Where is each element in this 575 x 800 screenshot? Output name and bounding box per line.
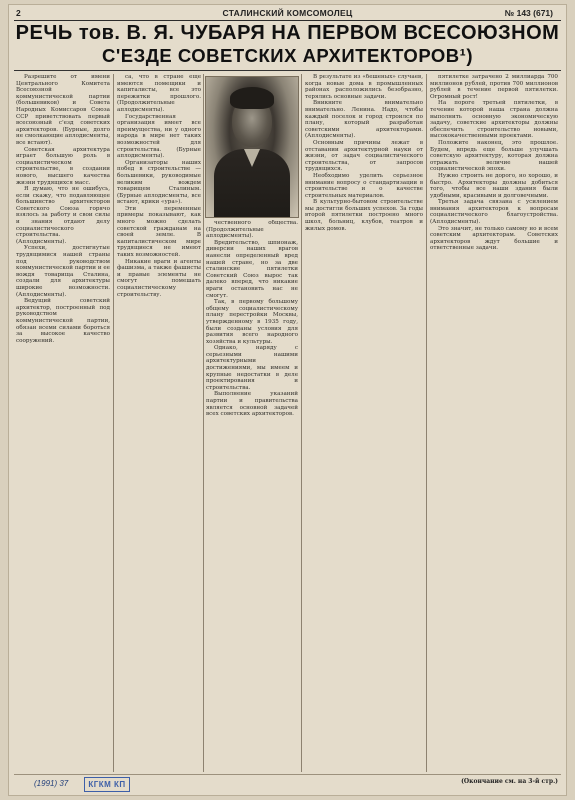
article-column-1	[16, 74, 110, 772]
paragraph: Государственная организация имеет все преимущества, ни у одного народа в мире нет таких возможностей для строительства. (Бурные аплодисменты).	[117, 113, 201, 160]
speaker-portrait	[205, 76, 299, 218]
paragraph: В культурно-бытовом строительстве мы достигли больших успехов. За годы второй пятилетки построено много школ, больниц, клубов, театров и жилых домов.	[305, 199, 423, 232]
paragraph: Необходимо уделить серьезное внимание вопросу о стандартизации в строительстве и о качестве строительных материалов.	[305, 172, 423, 199]
masthead	[14, 6, 561, 21]
paragraph: Это значит, не только самому но и всем советским архитекторам. Советских архитекторов ждут большие и ответственные задачи.	[430, 225, 558, 252]
paragraph: Вредительство, шпионаж, диверсии наших врагов нанесли определенный вред нашей стране, но за две сталинские пятилетки Советский Союз вырос так далеко вперед, что никакие враги остановить нас не смогут.	[206, 239, 298, 299]
paragraph: Я думаю, что не ошибусь, если скажу, что подавляющее большинство архитекторов Советского Союза горячо взялось за работу и свои силы и знания отдают делу социалистического строительства. (Аплодисменты).	[16, 186, 110, 245]
headline	[14, 22, 561, 66]
paragraph: Основным причины лежат в отставании архитектурной науки от жизни, от задач социалистического строительства, от запросов трудящихся.	[305, 139, 423, 173]
column-divider	[203, 74, 204, 772]
archive-stamp: КГКМ КП	[84, 777, 130, 792]
continued-note: (Окончание см. на 3-й стр.)	[461, 778, 558, 785]
paragraph: Однако, наряду с серьезными нашими архитектурными достижениями, мы имеем и крупные недостатки в деле проектирования и строительства.	[206, 345, 298, 391]
paragraph: В результате из «бешеных» случаев, когда новые дома в промышленных районах расположились безобразно, терялись основные задачи.	[305, 74, 423, 100]
article-column-5	[430, 74, 558, 774]
portrait-hair	[230, 87, 274, 109]
paragraph: На пороге третьей пятилетки, в течение которой наша страна должна выполнить основную экономическую задачу, советские архитекторы должны обеспечить строительство новыми, высококачественными проектами.	[430, 100, 558, 140]
paragraph: пятилетке затрачено 2 миллиарда 700 миллионов рублей, против 700 миллионов рублей в течение первой пятилетки. Огромный рост!	[430, 74, 558, 100]
article-column-2	[117, 74, 201, 772]
paragraph: Успехи, достигнутые трудящимися нашей страны под руководством коммунистической партии и ее вождя товарища Сталина, создали для архитектуры широкие возможности. (Аплодисменты).	[16, 245, 110, 298]
paragraph: Ведущий советский архитектор, построенный под руководством коммунистической партии, обязан всеми силами бороться за высокое качество сооружений.	[16, 298, 110, 344]
headline-line-1: РЕЧЬ тов. В. Я. ЧУБАРЯ НА ПЕРВОМ ВСЕСОЮЗНОМ	[15, 22, 560, 44]
paragraph: Разрешите от имени Центрального Комитета Всесоюзной коммунистической партии (большевиков) и Совета Народных Комиссаров Союза ССР приветствовать первый всесоюзный с'езд советских архитекторов. (Бурные, долго не смолкающие аплодисменты, все встают).	[16, 74, 110, 146]
paragraph: Эти переменные примеры показывают, как много можно сделать советской гражданам на своей земле. В капиталистическом мире трудящиеся не имеют таких возможностей.	[117, 205, 201, 259]
paragraph: Третья задача связана с усилением внимания архитекторов к вопросам социалистического благоустройства. (Аплодисменты).	[430, 199, 558, 226]
paragraph: Положите наконец, это прошлое. Будем, впредь еще больше улучшать советскую архитектуру, которая должна отражать величие нашей социалистической эпохи.	[430, 139, 558, 173]
column-divider	[301, 74, 302, 772]
column-divider	[426, 74, 427, 772]
issue-number: № 143 (671)	[504, 8, 553, 18]
paragraph: Нужно строить не дорого, но хорошо, и быстро. Архитекторы должны добиться того, чтобы все наши здания были удобными, красивыми и долговечными.	[430, 172, 558, 199]
paragraph: Никакие враги и агенты фашизма, а также фашисты и правые элементы не смогут помешать социалистическому строительству.	[117, 258, 201, 298]
newspaper-name: СТАЛИНСКИЙ КОМСОМОЛЕЦ	[222, 8, 353, 18]
article-column-4	[305, 74, 423, 772]
paragraph: Советская архитектура играет большую роль в социалистическом строительстве, в создании нового, высшего качества жизни трудящихся масс.	[16, 146, 110, 186]
headline-line-2: С'ЕЗДЕ СОВЕТСКИХ АРХИТЕКТОРОВ¹)	[102, 45, 473, 66]
paragraph: Выполнение указаний партии и правительства является основной задачей всех советских архитекторов.	[206, 391, 298, 418]
paragraph: Вникните внимательно внимательно. Ленина. Надо, чтобы каждый поселок и город строился по плану, который разработан советскими архитекторами. (Аплодисменты).	[305, 100, 423, 140]
inventory-mark: (1991) 37	[34, 779, 69, 788]
paragraph: чественного общества. (Продолжительные аплодисменты).	[206, 220, 298, 240]
paragraph: Организаторы наших побед в строительстве — большевики, руководимые великим вождем товарищем Сталиным. (Бурные аплодисменты, все встают, крики «ура»).	[117, 159, 201, 206]
page-number: 2	[16, 8, 21, 18]
column-divider	[113, 74, 114, 772]
footer-rule	[14, 774, 561, 775]
paragraph: са, что в стране еще имеются помещики и капиталисты, все это пережитки прошлого. (Продолжительные аплодисменты).	[117, 74, 201, 113]
headline-rule	[14, 70, 561, 71]
article-column-3	[206, 220, 298, 772]
paragraph: Так, в первому большому общему социалистическому плану перестройки Москвы, утвержденному в 1935 году, были созданы условия для развития всего народного хозяйства и культуры.	[206, 299, 298, 345]
